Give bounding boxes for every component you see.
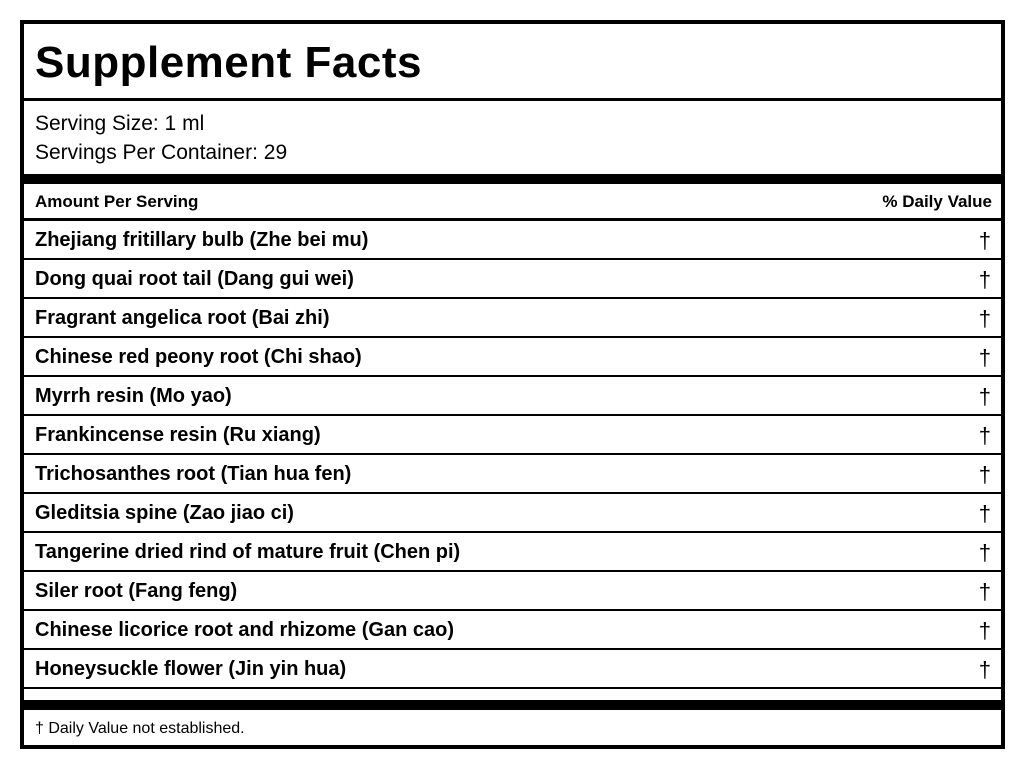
thick-divider-top bbox=[24, 174, 1001, 184]
ingredient-row bbox=[24, 416, 1001, 455]
footnote-section bbox=[24, 710, 1001, 745]
ingredient-row bbox=[24, 260, 1001, 299]
ingredient-name: Dong quai root tail (Dang gui wei) bbox=[35, 268, 354, 290]
footnote: † Daily Value not established. bbox=[35, 720, 245, 737]
ingredient-list bbox=[24, 221, 1001, 689]
ingredient-name: Chinese licorice root and rhizome (Gan cao) bbox=[35, 619, 454, 641]
ingredient-row bbox=[24, 533, 1001, 572]
ingredient-daily-value: † bbox=[978, 462, 991, 487]
supplement-facts-label bbox=[20, 20, 1005, 749]
ingredient-daily-value: † bbox=[978, 618, 991, 643]
ingredient-name: Frankincense resin (Ru xiang) bbox=[35, 424, 321, 446]
ingredient-daily-value: † bbox=[978, 540, 991, 565]
ingredient-name: Siler root (Fang feng) bbox=[35, 580, 238, 602]
ingredient-name: Trichosanthes root (Tian hua fen) bbox=[35, 463, 352, 485]
serving-info bbox=[24, 101, 1001, 174]
ingredient-daily-value: † bbox=[978, 384, 991, 409]
ingredient-row bbox=[24, 572, 1001, 611]
ingredient-daily-value: † bbox=[978, 657, 991, 682]
ingredient-daily-value: † bbox=[978, 228, 991, 253]
ingredient-name: Fragrant angelica root (Bai zhi) bbox=[35, 307, 330, 329]
ingredient-name: Gleditsia spine (Zao jiao ci) bbox=[35, 502, 294, 524]
ingredient-daily-value: † bbox=[978, 306, 991, 331]
title-section bbox=[24, 24, 1001, 101]
daily-value-header: % Daily Value bbox=[882, 192, 992, 211]
column-header-row bbox=[24, 184, 1001, 221]
ingredient-name: Myrrh resin (Mo yao) bbox=[35, 385, 232, 407]
ingredient-row bbox=[24, 299, 1001, 338]
ingredient-row bbox=[24, 455, 1001, 494]
ingredient-row bbox=[24, 494, 1001, 533]
label-title: Supplement Facts bbox=[35, 38, 422, 87]
amount-per-serving-header: Amount Per Serving bbox=[35, 192, 199, 211]
ingredient-name: Chinese red peony root (Chi shao) bbox=[35, 346, 362, 368]
serving-size: Serving Size: 1 ml bbox=[35, 112, 205, 135]
ingredient-name: Tangerine dried rind of mature fruit (Chen pi) bbox=[35, 541, 461, 563]
ingredient-row bbox=[24, 611, 1001, 650]
ingredient-daily-value: † bbox=[978, 423, 991, 448]
ingredient-row bbox=[24, 338, 1001, 377]
ingredient-name: Honeysuckle flower (Jin yin hua) bbox=[35, 658, 347, 680]
thick-divider-bottom bbox=[24, 700, 1001, 710]
ingredient-daily-value: † bbox=[978, 345, 991, 370]
ingredient-row bbox=[24, 377, 1001, 416]
ingredient-daily-value: † bbox=[978, 579, 991, 604]
servings-per-container: Servings Per Container: 29 bbox=[35, 141, 288, 164]
ingredient-daily-value: † bbox=[978, 501, 991, 526]
ingredient-name: Zhejiang fritillary bulb (Zhe bei mu) bbox=[35, 229, 369, 251]
ingredient-row bbox=[24, 650, 1001, 689]
ingredient-daily-value: † bbox=[978, 267, 991, 292]
ingredient-row bbox=[24, 221, 1001, 260]
